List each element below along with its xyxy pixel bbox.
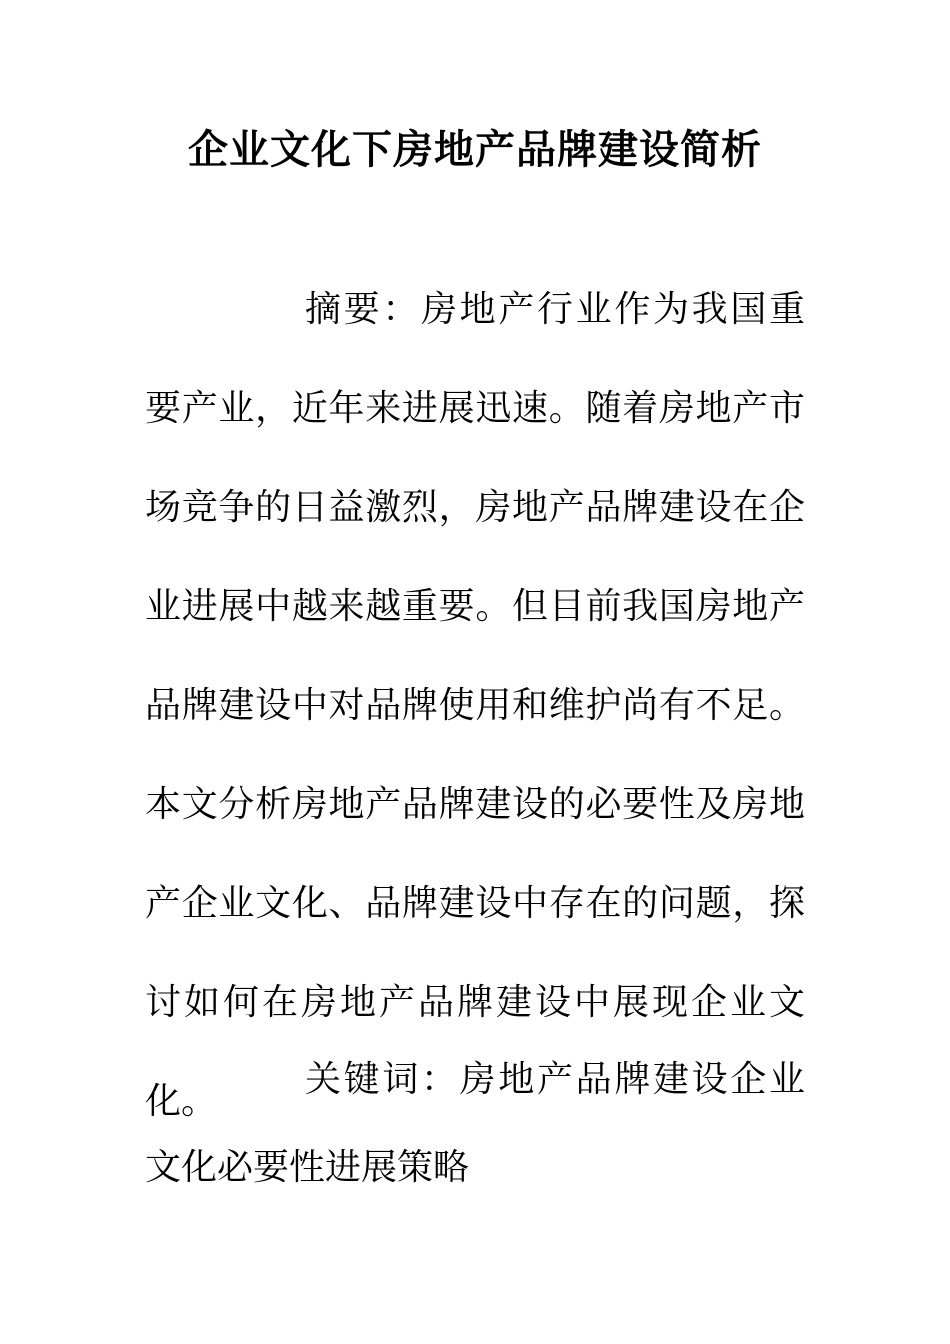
- keywords-label: 关键词：: [305, 1059, 460, 1100]
- abstract-paragraph: [145, 260, 805, 1151]
- abstract-text: 房地产行业作为我国重要产业，近年来进展迅速。随着房地产市场竞争的日益激烈，房地产品牌建设在企业进展中越来越重要。但目前我国房地产品牌建设中对品牌使用和维护尚有不足。本文分析房地产品牌建设的必要性及房地产企业文化、品牌建设中存在的问题，探讨如何在房地产品牌建设中展现企业文化。: [145, 289, 805, 1122]
- document-title: 企业文化下房地产品牌建设简析: [188, 126, 762, 173]
- keywords-text: 房地产品牌建设企业文化必要性进展策略: [145, 1059, 805, 1188]
- abstract-label: 摘要：: [305, 289, 421, 330]
- keywords-paragraph: [145, 1036, 805, 1212]
